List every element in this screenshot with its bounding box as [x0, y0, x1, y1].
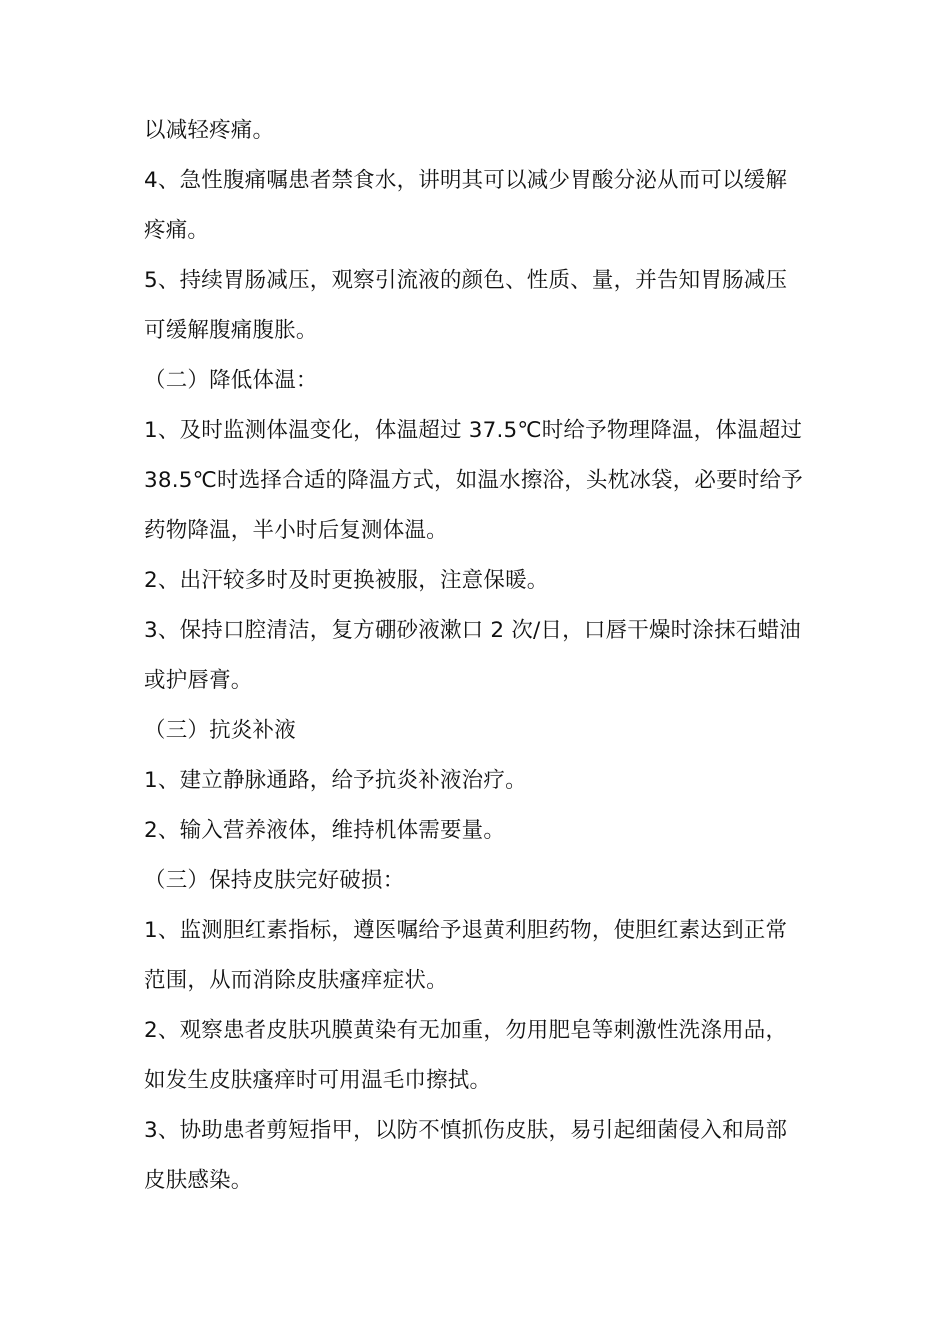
text-line: 3、保持口腔清洁，复方硼砂液漱口 2 次/日，口唇干燥时涂抹石蜡油 [144, 618, 801, 643]
text-line: 3、协助患者剪短指甲，以防不慎抓伤皮肤，易引起细菌侵入和局部 [144, 1118, 788, 1143]
text-line: 如发生皮肤瘙痒时可用温毛巾擦拭。 [144, 1068, 492, 1093]
section-heading: （二）降低体温： [144, 368, 318, 393]
section-heading: （三）保持皮肤完好破损： [144, 868, 405, 893]
text-line: 1、建立静脉通路，给予抗炎补液治疗。 [144, 768, 527, 793]
section-heading: （三）抗炎补液 [144, 718, 296, 743]
text-line: 1、及时监测体温变化，体温超过 37.5℃时给予物理降温，体温超过 [144, 418, 803, 443]
text-line: 2、出汗较多时及时更换被服，注意保暖。 [144, 568, 549, 593]
text-line: 以减轻疼痛。 [144, 118, 275, 143]
text-line: 2、输入营养液体，维持机体需要量。 [144, 818, 506, 843]
text-line: 1、监测胆红素指标，遵医嘱给予退黄利胆药物，使胆红素达到正常 [144, 918, 788, 943]
document-body [144, 106, 810, 1206]
text-line: 或护唇膏。 [144, 668, 253, 693]
text-line: 5、持续胃肠减压，观察引流液的颜色、性质、量，并告知胃肠减压 [144, 268, 788, 293]
text-line: 38.5℃时选择合适的降温方式，如温水擦浴，头枕冰袋，必要时给予 [144, 468, 803, 493]
text-line: 药物降温，半小时后复测体温。 [144, 518, 448, 543]
text-line: 皮肤感染。 [144, 1168, 253, 1193]
text-line: 4、急性腹痛嘱患者禁食水，讲明其可以减少胃酸分泌从而可以缓解 [144, 168, 788, 193]
text-line: 2、观察患者皮肤巩膜黄染有无加重，勿用肥皂等刺激性洗涤用品， [144, 1018, 788, 1043]
text-line: 可缓解腹痛腹胀。 [144, 318, 318, 343]
text-line: 疼痛。 [144, 218, 210, 243]
text-line: 范围，从而消除皮肤瘙痒症状。 [144, 968, 448, 993]
